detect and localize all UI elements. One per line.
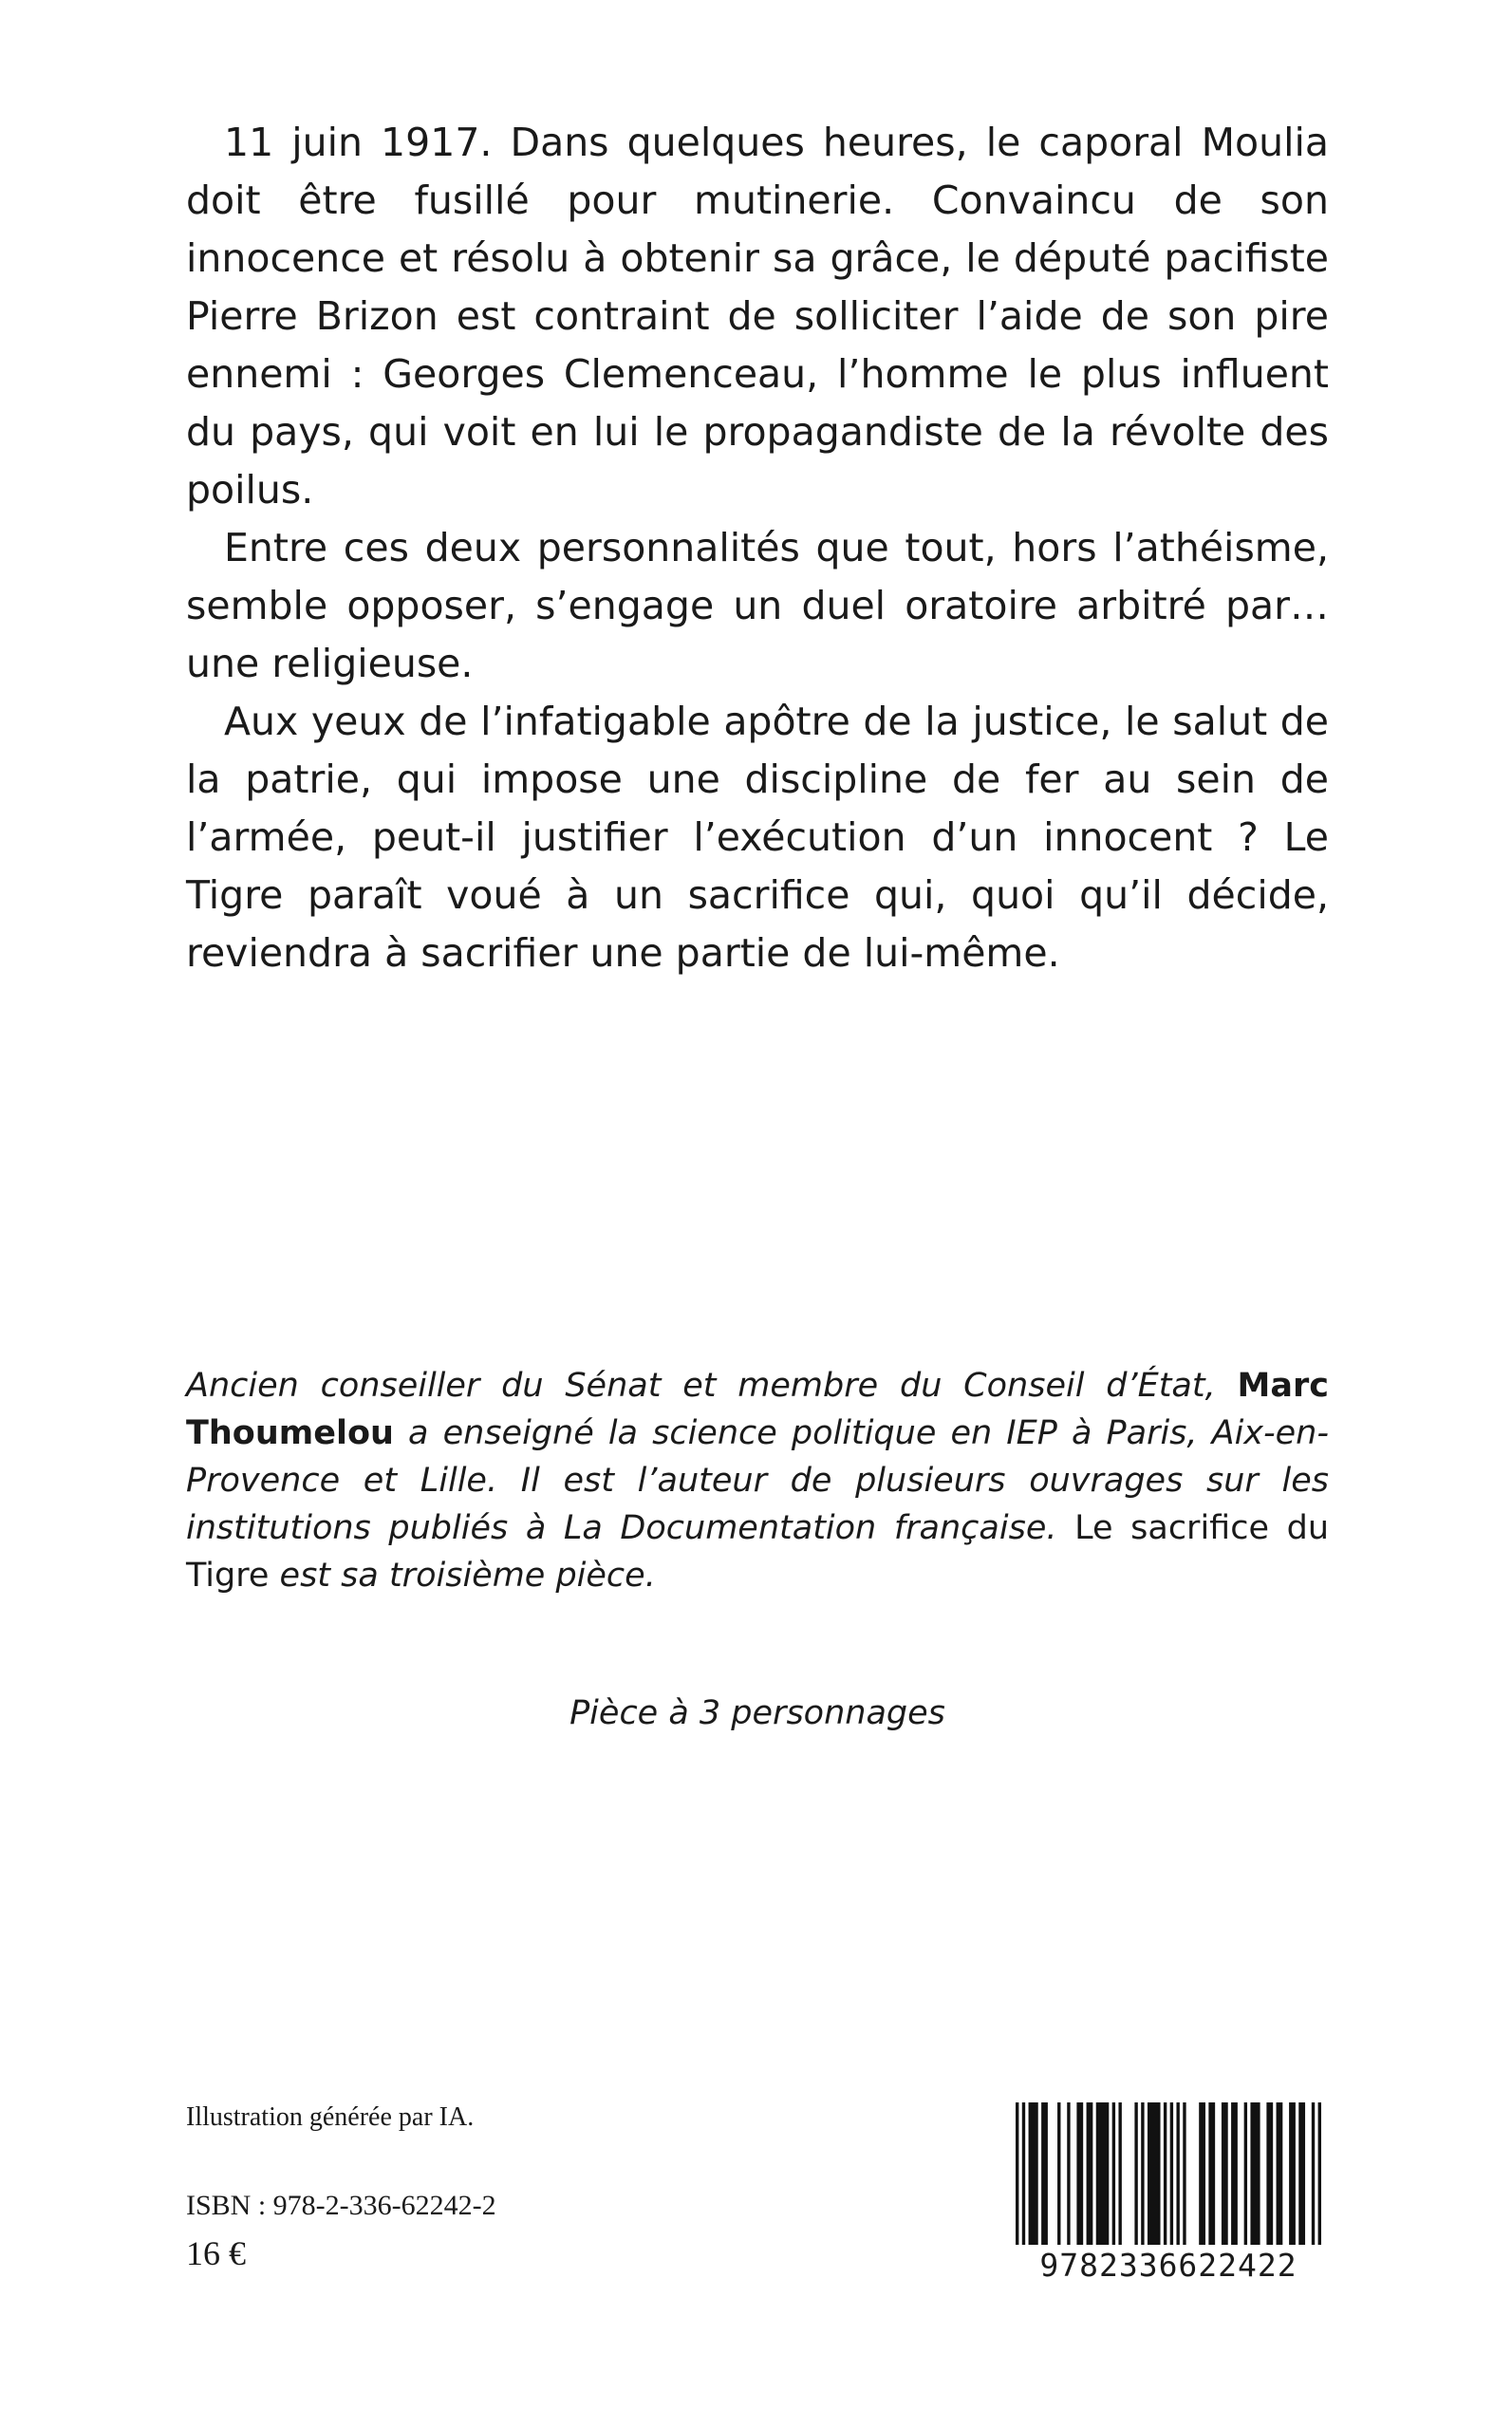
barcode-bar xyxy=(1176,2102,1179,2245)
synopsis xyxy=(186,114,1329,982)
barcode-number: 9782336622422 xyxy=(1039,2247,1297,2284)
barcode-bar xyxy=(1250,2102,1260,2245)
barcode-bar xyxy=(1298,2102,1305,2245)
barcode-bar xyxy=(1289,2102,1296,2245)
barcode-bar xyxy=(1141,2102,1144,2245)
barcode-bar xyxy=(1118,2102,1121,2245)
book-title: Le sacrifice du Tigre xyxy=(186,1509,1329,1595)
author-bio xyxy=(186,1362,1329,1599)
synopsis-paragraph: Aux yeux de l’infatigable apôtre de la justice, le salut de la patrie, qui impose une discipline de fer au sein de l’armée, peut-il justifier l’exécution d’un innocent ? Le Tigre paraît voué à un sacrifice qui, quoi qu’il décide, reviendra à sacrifier une partie de lui-même. xyxy=(186,699,1329,976)
barcode-bar xyxy=(1170,2102,1173,2245)
barcode-bar xyxy=(1076,2102,1083,2245)
barcode-bar xyxy=(1208,2102,1215,2245)
barcode-bar xyxy=(1087,2102,1093,2245)
barcode-bar xyxy=(1112,2102,1115,2245)
isbn: ISBN : 978-2-336-62242-2 xyxy=(186,2190,496,2221)
author-bio-text: Ancien conseiller du Sénat et membre du Conseil d’État, xyxy=(186,1367,1238,1405)
author-bio-text: est sa troisième pièce. xyxy=(269,1557,656,1595)
synopsis-paragraph: 11 juin 1917. Dans quelques heures, le caporal Moulia doit être fusillé pour mutinerie. Convaincu de son innocence et résolu à obtenir sa grâce, le député pacifiste Pierre Brizon est contraint de solliciter l’aide de son pire ennemi : Georges Clemenceau, l’homme le plus influent du pays, qui voit en lui le propagandiste de la révolte des poilus. xyxy=(186,120,1329,513)
cast-note: Pièce à 3 personnages xyxy=(569,1694,945,1732)
illustration-credit: Illustration générée par IA. xyxy=(186,2102,475,2132)
barcode-bar xyxy=(1057,2102,1060,2245)
barcode-bar xyxy=(1029,2102,1038,2245)
price: 16 € xyxy=(186,2234,246,2272)
barcode-bar xyxy=(1266,2102,1273,2245)
barcode-bar xyxy=(1096,2102,1110,2245)
barcode-bar xyxy=(1199,2102,1205,2245)
barcode-bar xyxy=(1312,2102,1315,2245)
barcode-bar xyxy=(1183,2102,1185,2245)
barcode-bar xyxy=(1244,2102,1247,2245)
barcode-bar xyxy=(1231,2102,1238,2245)
barcode-bar xyxy=(1016,2102,1018,2245)
barcode-bar xyxy=(1277,2102,1283,2245)
barcode-bar xyxy=(1148,2102,1161,2245)
synopsis-paragraph: Entre ces deux personnalités que tout, hors l’athéisme, semble opposer, s’engage un duel oratoire arbitré par… une religieuse. xyxy=(186,525,1329,686)
barcode-bar xyxy=(1022,2102,1025,2245)
author-name: Marc Thoumelou xyxy=(186,1367,1329,1452)
author-bio-text: a enseigné la science politique en IEP à Paris, Aix-en-Provence et Lille. Il est l’auteur de plusieurs ouvrages sur les institutions publiés à La Documentation française. xyxy=(186,1414,1329,1547)
barcode-bar xyxy=(1067,2102,1070,2245)
barcode-bar xyxy=(1318,2102,1321,2245)
barcode-bars xyxy=(1016,2102,1321,2245)
barcode-bar xyxy=(1164,2102,1167,2245)
barcode-bar xyxy=(1222,2102,1228,2245)
barcode xyxy=(1008,2102,1329,2288)
barcode-bar xyxy=(1134,2102,1137,2245)
barcode-bar xyxy=(1041,2102,1048,2245)
